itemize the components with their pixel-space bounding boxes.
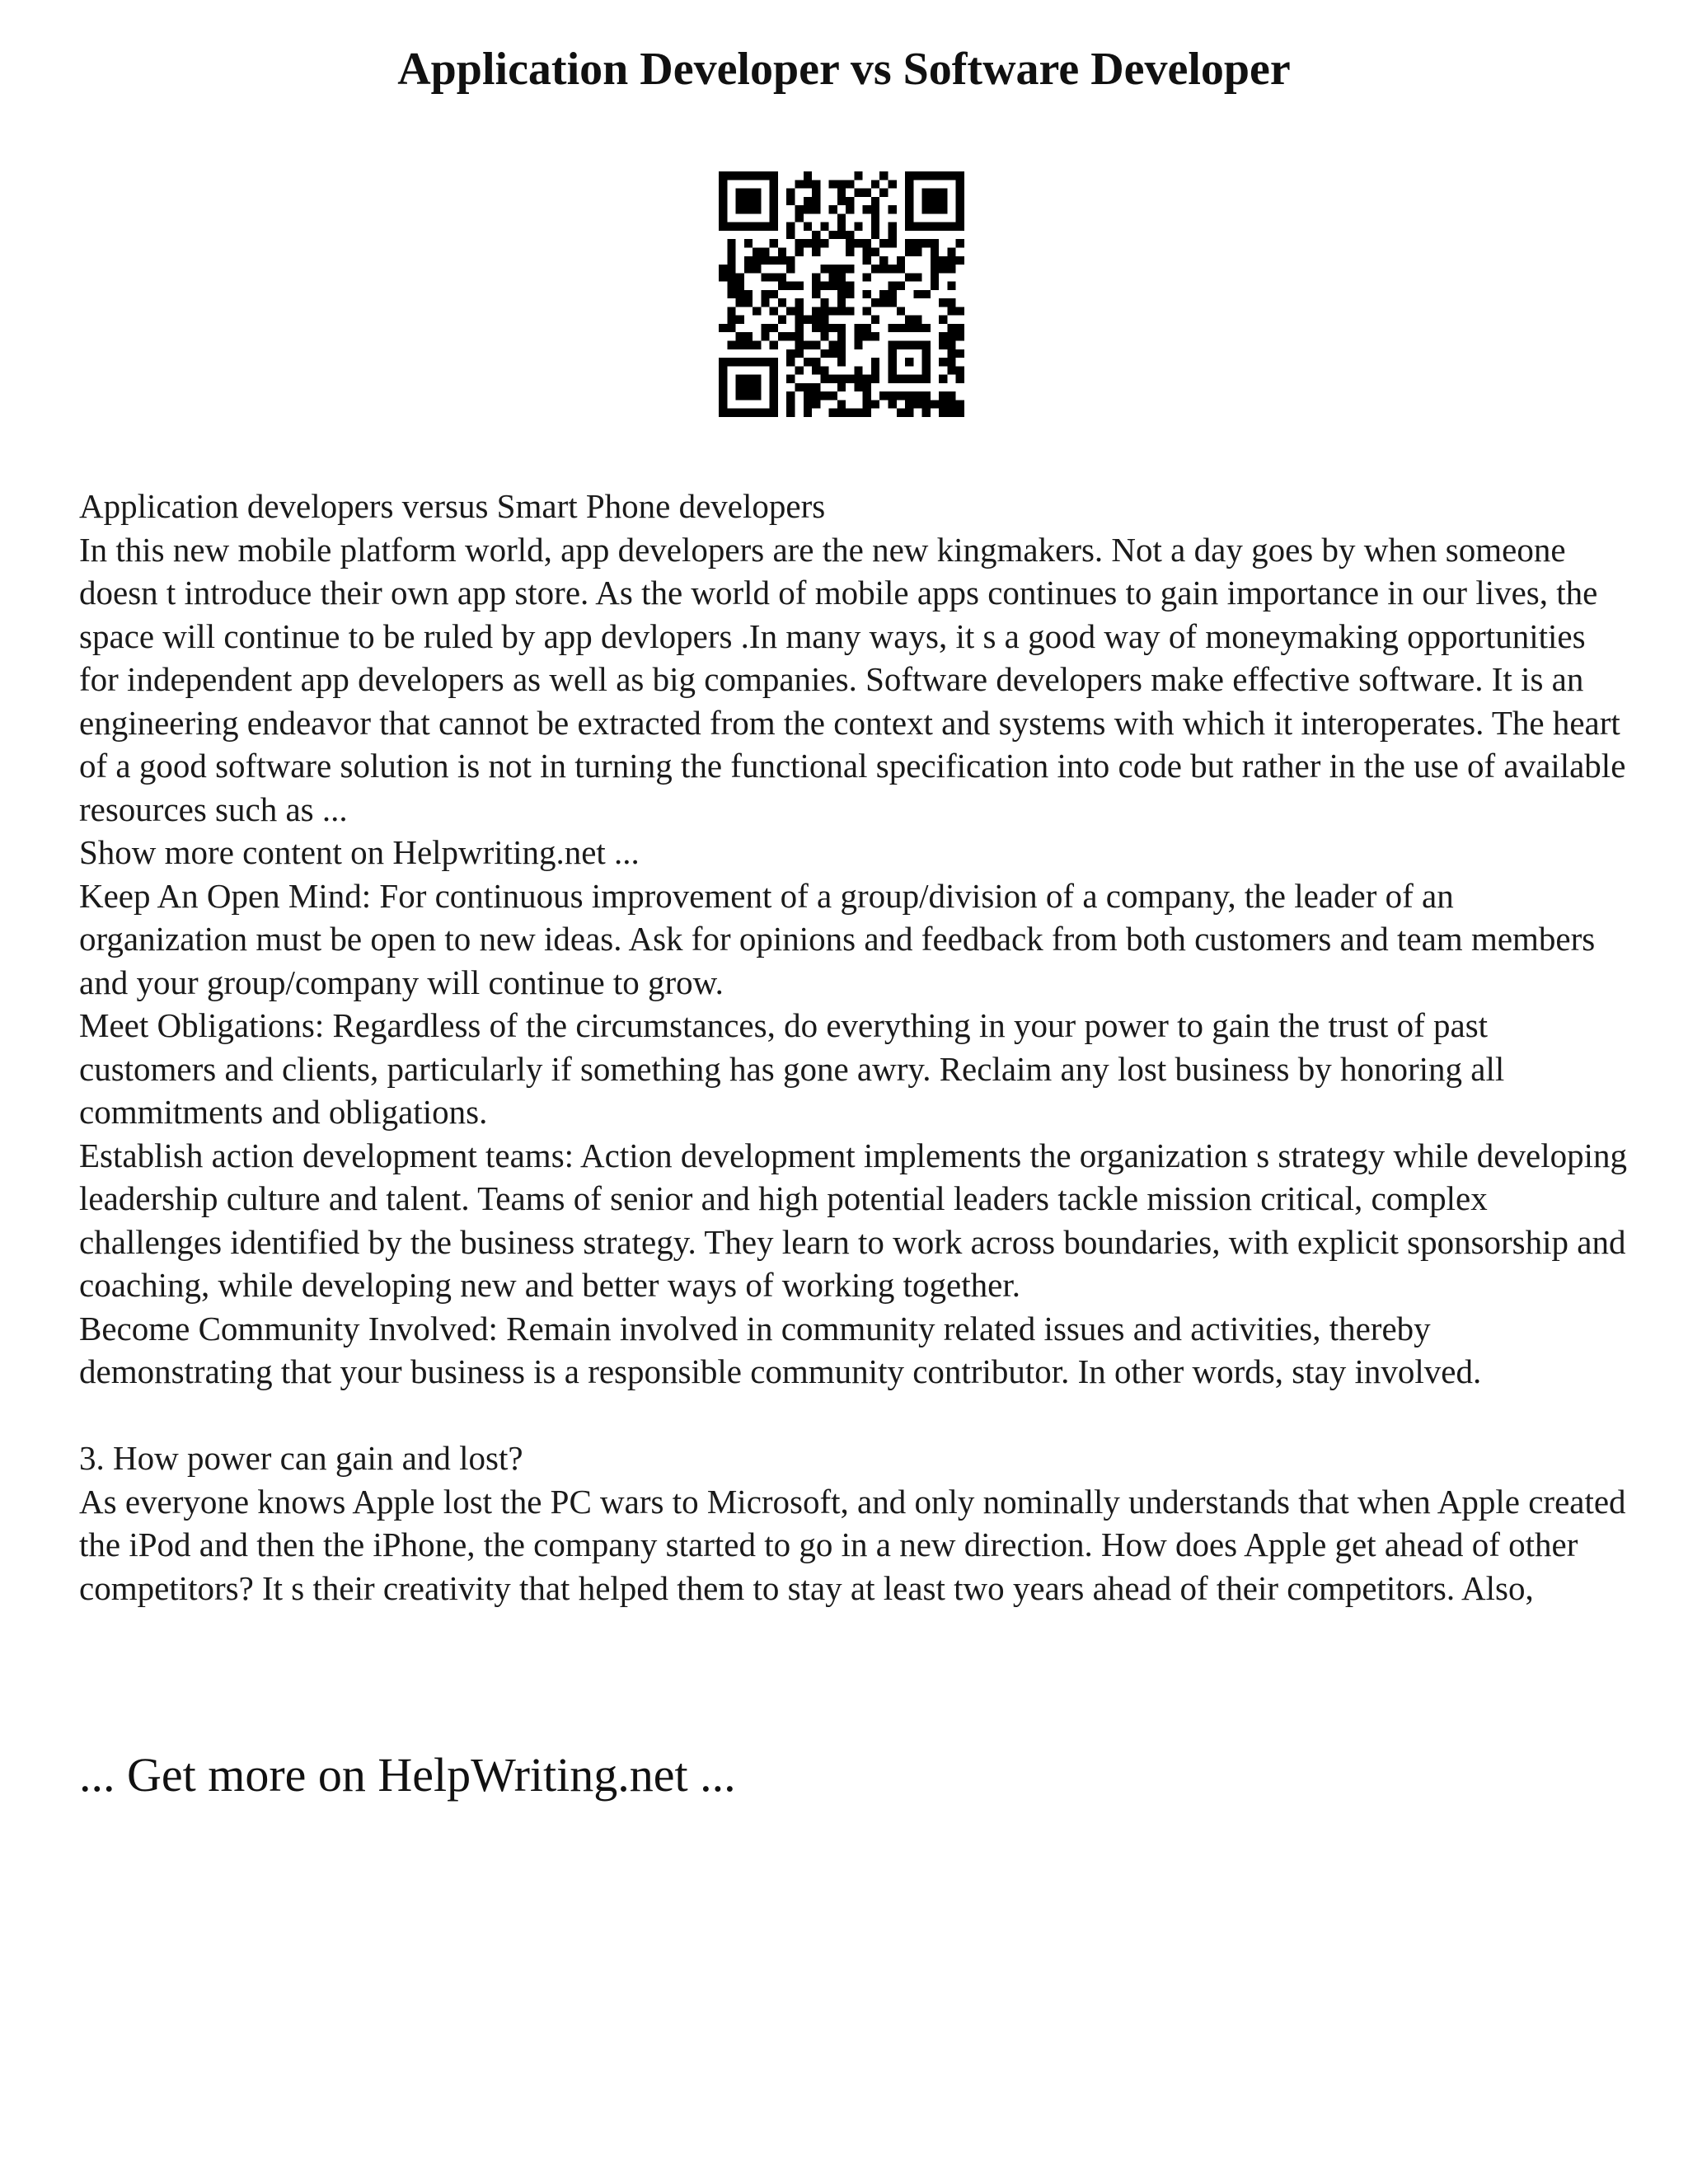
get-more-link[interactable]: ... Get more on HelpWriting.net ...: [79, 1748, 736, 1802]
page-title: Application Developer vs Software Developer: [397, 44, 1291, 95]
paragraph-subtitle: Application developers versus Smart Phone developers: [79, 487, 826, 525]
paragraph-open-mind: Keep An Open Mind: For continuous improvement of a group/division of a company, the leader of an organization must be open to new ideas. Ask for opinions and feedback from both customers and team members and your group/company will continue to grow.: [79, 876, 1596, 1001]
paragraph-action-teams: Establish action development teams: Action development implements the organization s strategy while developing leadership culture and talent. Teams of senior and high potential leaders tackle mission critical, complex challenges identified by the business strategy. They learn to work across boundaries, with explicit sponsorship and coaching, while developing new and better ways of working together.: [79, 1136, 1627, 1304]
qr-code-icon: [719, 171, 964, 417]
section-heading: 3. How power can gain and lost?: [79, 1439, 523, 1477]
paragraph-community: Become Community Involved: Remain involved in community related issues and activities, thereby demonstrating that your business is a responsible community contributor. In other words, stay involved.: [79, 1309, 1482, 1390]
paragraph-spacer: [79, 1394, 1629, 1437]
paragraph-obligations: Meet Obligations: Regardless of the circumstances, do everything in your power to gain the trust of past customers and clients, particularly if something has gone awry. Reclaim any lost business by honoring all commitments and obligations.: [79, 1006, 1505, 1131]
paragraph-intro: In this new mobile platform world, app developers are the new kingmakers. Not a day goes by when someone doesn t introduce their own app store. As the world of mobile apps continues to gain importance in our lives, the space will continue to be ruled by app devlopers .In many ways, it s a good way of moneymaking opportunities for independent app developers as well as big companies. Software developers make effective software. It is an engineering endeavor that cannot be extracted from the context and systems with which it interoperates. The heart of a good software solution is not in turning the functional specification into code but rather in the use of available resources such as ...: [79, 530, 1626, 828]
article-body: [79, 485, 1629, 1610]
paragraph-apple: As everyone knows Apple lost the PC wars to Microsoft, and only nominally understands that when Apple created the iPod and then the iPhone, the company started to go in a new direction. How does Apple get ahead of other competitors? It s their creativity that helped them to stay at least two years ahead of their competitors. Also,: [79, 1482, 1626, 1607]
show-more-link[interactable]: Show more content on Helpwriting.net ...: [79, 833, 640, 871]
